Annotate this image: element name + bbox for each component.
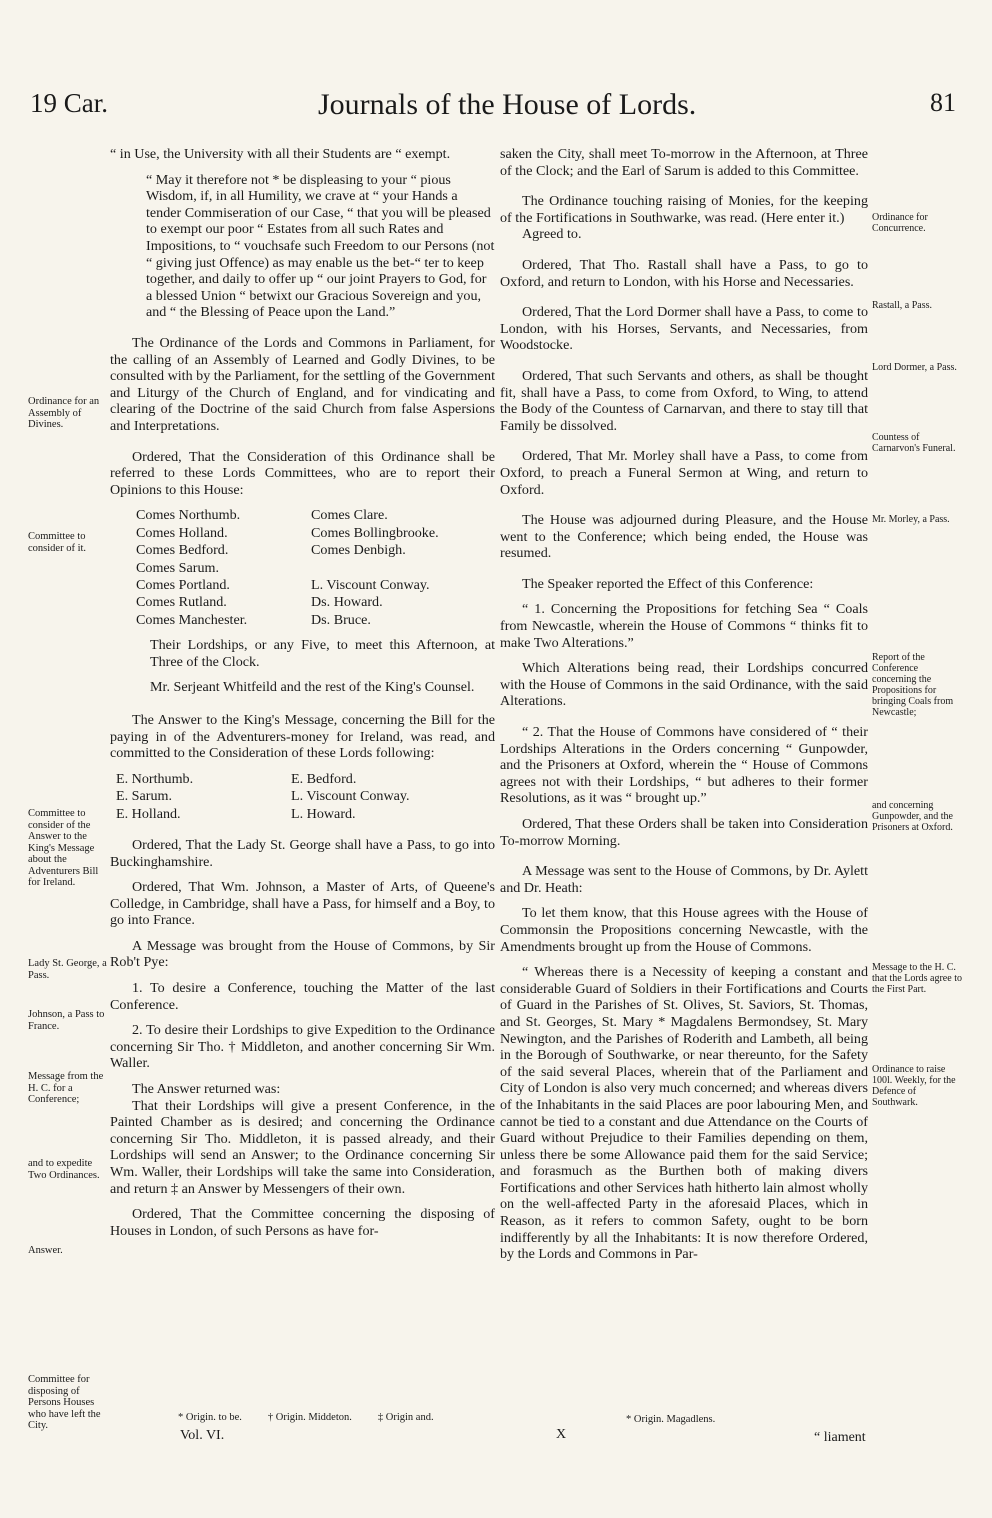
ordinance-southwark-text: “ Whereas there is a Necessity of keeping a constant and considerable Guard of Soldiers in their Fortifications and Courts of Guard in the Parishes of St. Olives, St. Saviors, St. Thomas, and St. Georges, St. Mary * Magdalens Bermondsey, St. Mary Newington, and the Parishes of Roderith and Lambeth, all being in the Borough of Southwarke, or near thereunto, for the Safety of the said several Places, wherein that of the Parliament and City of London is also very much concerned; and whereas divers of the Inhabitants in the said Places are poor labouring Men, and cannot be tied to a constant and due Attendance on the Courts of Guard without Prejudice to their Families depending on them, unless there be some Allowance paid them for the said Service; and forasmuch as the Burthen both of making divers Fortifications and other Services hath hitherto lain almost wholly on the well-affected Party in the aforesaid Places, which in Reason, as it refers to common Safety, ought to be born indifferently by all the Inhabitants: It is now therefore Ordered, by the Lords and Commons in Par- (500, 964, 868, 1263)
margin-note: Message to the H. C. that the Lords agree to the First Part. (872, 962, 962, 995)
lord-name: Ds. Howard. (311, 594, 383, 611)
volume-label: Vol. VI. (180, 1428, 225, 1443)
margin-note: Committee to consider of it. (28, 531, 87, 554)
speaker-reported: The Speaker reported the Effect of this Conference: (522, 575, 814, 592)
alterations-read: Which Alterations being read, their Lordships concurred with the House of Commons in the said Ordinance, with the said Alterations. (500, 660, 868, 710)
footnote: * Origin. Magadlens. (626, 1414, 716, 1425)
lords-committee-list (136, 507, 495, 629)
margin-note: Committee for disposing of Persons Houses who have left the City. (28, 1374, 101, 1431)
running-head-left: 19 Car. (30, 88, 108, 118)
margin-note: Mr. Morley, a Pass. (872, 514, 950, 525)
lord-name: Comes Clare. (311, 507, 388, 524)
margin-note: Countess of Carnarvon's Funeral. (872, 432, 956, 454)
margin-note: Report of the Conference concerning the Propositions for bringing Coals from Newcastle; (872, 652, 954, 718)
order-houses-committee: Ordered, That the Committee concerning the disposing of Houses in London, of such Persons as have for- (110, 1206, 495, 1239)
report-item-2: “ 2. That the House of Commons have considered of “ their Lordships Alterations in the Orders concerning “ Gunpowder, and the Prisoners at Oxford, wherein the “ House of Commons agrees not with their Lordships, “ but adheres to their former Resolutions, as it was “ brought up.” (500, 724, 868, 807)
message-item-2: 2. To desire their Lordships to give Expedition to the Ordinance concerning Sir Tho. † Middleton, and another concerning Sir Wm. Waller. (110, 1022, 495, 1072)
lord-name: L. Viscount Conway. (311, 576, 430, 593)
margin-note: Rastall, a Pass. (872, 300, 932, 311)
lord-name: Comes Bollingbrooke. (311, 524, 439, 541)
order-rastall: Ordered, That Tho. Rastall shall have a Pass, to go to Oxford, and return to London, with his Horse and Necessaries. (500, 256, 868, 290)
lord-name: Comes Denbigh. (311, 542, 406, 559)
margin-note: and concerning Gunpowder, and the Prisoners at Oxford. (872, 800, 953, 833)
order-consideration: Ordered, That these Orders shall be taken into Consideration To-morrow Morning. (500, 816, 868, 849)
order-committee: Ordered, That the Consideration of this Ordinance shall be referred to these Lords Committees, who are to report their Opinions to this House: (110, 448, 495, 498)
margin-note: Message from the H. C. for a Conference; (28, 1071, 104, 1105)
margin-note: Ordinance for Concurrence. (872, 212, 928, 234)
right-column (500, 146, 868, 1272)
left-column (110, 146, 495, 1248)
catchword: “ liament (814, 1430, 866, 1445)
footnote: † Origin. Middeton. (267, 1412, 352, 1423)
lord-name (311, 560, 501, 577)
agreed-to: Agreed to. (522, 226, 582, 243)
lord-name: L. Howard. (291, 805, 356, 822)
ordinance-divines: The Ordinance of the Lords and Commons in Parliament, for the calling of an Assembly of Learned and Godly Divines, to be consulted with by the Parliament, for the settling of the Government and Liturgy of the Church of England, and for vindicating and clearing of the Doctrine of the said Church from false Aspersions and Interpretations. (110, 334, 495, 434)
house-adjourned: The House was adjourned during Pleasure, and the House went to the Conference; which being ended, the House was resumed. (500, 512, 868, 562)
lord-name: Comes Northumb. (136, 507, 241, 524)
answer-kings-message: The Answer to the King's Message, concerning the Bill for the paying in of the Adventurers-money for Ireland, was read, and committed to the Consideration of these Lords following: (110, 711, 495, 762)
lord-name: L. Viscount Conway. (291, 788, 410, 805)
ordinance-southwarke: The Ordinance touching raising of Monies, for the keeping of the Fortifications in Southwarke, was read. (Here enter it.) (500, 193, 868, 226)
message-to-commons: A Message was sent to the House of Commons, by Dr. Aylett and Dr. Heath: (500, 863, 868, 896)
margin-note: Answer. (28, 1245, 63, 1256)
report-item-1: “ 1. Concerning the Propositions for fetching Sea “ Coals from Newcastle, wherein the House of Commons “ thinks fit to make Two Alterations.” (500, 601, 868, 651)
lord-name: Ds. Bruce. (311, 611, 371, 628)
lords-list-answer (116, 771, 495, 823)
lord-name: E. Sarum. (116, 788, 172, 805)
page-number: 81 (930, 88, 956, 117)
margin-note: Johnson, a Pass to France. (28, 1009, 105, 1032)
message-item-1: 1. To desire a Conference, touching the Matter of the last Conference. (110, 980, 495, 1013)
committee-continuation: saken the City, shall meet To-morrow in the Afternoon, at Three of the Clock; and the Earl of Sarum is added to this Committee. (500, 146, 868, 179)
margin-note: Committee to consider of the Answer to the King's Message about the Adventurers Bill for Ireland. (28, 808, 99, 888)
order-dormer: Ordered, That the Lord Dormer shall have a Pass, to come to London, with his Horses, Servants, and Necessaries, from Woodstocke. (500, 304, 868, 354)
petition-fragment: “ in Use, the University with all their Students are “ exempt. (110, 146, 451, 162)
kings-counsel: Mr. Serjeant Whitfeild and the rest of the King's Counsel. (150, 679, 475, 696)
answer-returned: The Answer returned was: (132, 1081, 281, 1098)
order-johnson: Ordered, That Wm. Johnson, a Master of Arts, of Queene's Colledge, in Cambridge, shall have a Pass, for himself and a Boy, to go into France. (110, 879, 495, 929)
answer-text: That their Lordships will give a present Conference, in the Painted Chamber as is desired; and concerning the Ordinance concerning Sir Tho. Middleton, it is passed already, and their Lordships will send an Answer; to the Ordinance concerning Sir Wm. Waller, their Lordships will take the same into Consideration, and return ‡ an Answer by Messengers of their own. (110, 1097, 495, 1197)
lord-name: Comes Portland. (136, 576, 230, 593)
lord-name: Comes Holland. (136, 524, 228, 541)
lord-name: E. Holland. (116, 805, 181, 822)
lord-name: E. Bedford. (291, 770, 357, 787)
message-content: To let them know, that this House agrees with the House of Commonsin the Propositions concerning Newcastle, with the Amendments brought up from the House of Commons. (500, 905, 868, 955)
lord-name: Comes Bedford. (136, 542, 229, 559)
margin-note: Lord Dormer, a Pass. (872, 362, 957, 373)
lord-name: Comes Sarum. (136, 559, 219, 576)
order-morley: Ordered, That Mr. Morley shall have a Pass, to come from Oxford, to preach a Funeral Sermon at Wing, and return to Oxford. (500, 448, 868, 498)
meeting-time: Their Lordships, or any Five, to meet this Afternoon, at Three of the Clock. (150, 637, 495, 670)
margin-note: Ordinance to raise 100l. Weekly, for the Defence of Southwark. (872, 1064, 956, 1108)
order-servants: Ordered, That such Servants and others, as shall be thought fit, shall have a Pass, to come from Oxford, to Wing, to attend the Body of the Countess of Carnarvan, and there to stay till that Family be dissolved. (500, 367, 868, 434)
petition-text: “ May it therefore not * be displeasing to your “ pious Wisdom, if, in all Humility, we crave at “ your Hands a tender Commiseration of our Case, “ that you will be pleased to exempt our poor “ Estates from all such Rates and Impositions, to “ vouchsafe such Freedom to our Persons (not “ giving just Offence) as may enable us the bet-“ ter to keep together, and daily to offer up “ our joint Prayers to God, for a blessed Union “ betwixt our Gracious Sovereign and you, and “ the Blessing of Peace upon the Land.” (146, 171, 495, 321)
message-from-commons: A Message was brought from the House of Commons, by Sir Rob't Pye: (110, 937, 495, 971)
lord-name: Comes Manchester. (136, 611, 248, 628)
footnote: ‡ Origin and. (377, 1412, 434, 1423)
footnote: * Origin. to be. (178, 1412, 242, 1423)
signature-mark: X (556, 1427, 567, 1442)
margin-note: Ordinance for an Assembly of Divines. (28, 396, 100, 430)
running-head-title: Journals of the House of Lords. (318, 88, 697, 121)
margin-note: Lady St. George, a Pass. (28, 958, 107, 981)
lord-name: E. Northumb. (116, 770, 194, 787)
margin-note: and to expedite Two Ordinances. (28, 1158, 100, 1181)
lord-name: Comes Rutland. (136, 594, 227, 611)
order-lady-st-george: Ordered, That the Lady St. George shall have a Pass, to go into Buckinghamshire. (110, 836, 495, 870)
footnotes (178, 1412, 498, 1423)
